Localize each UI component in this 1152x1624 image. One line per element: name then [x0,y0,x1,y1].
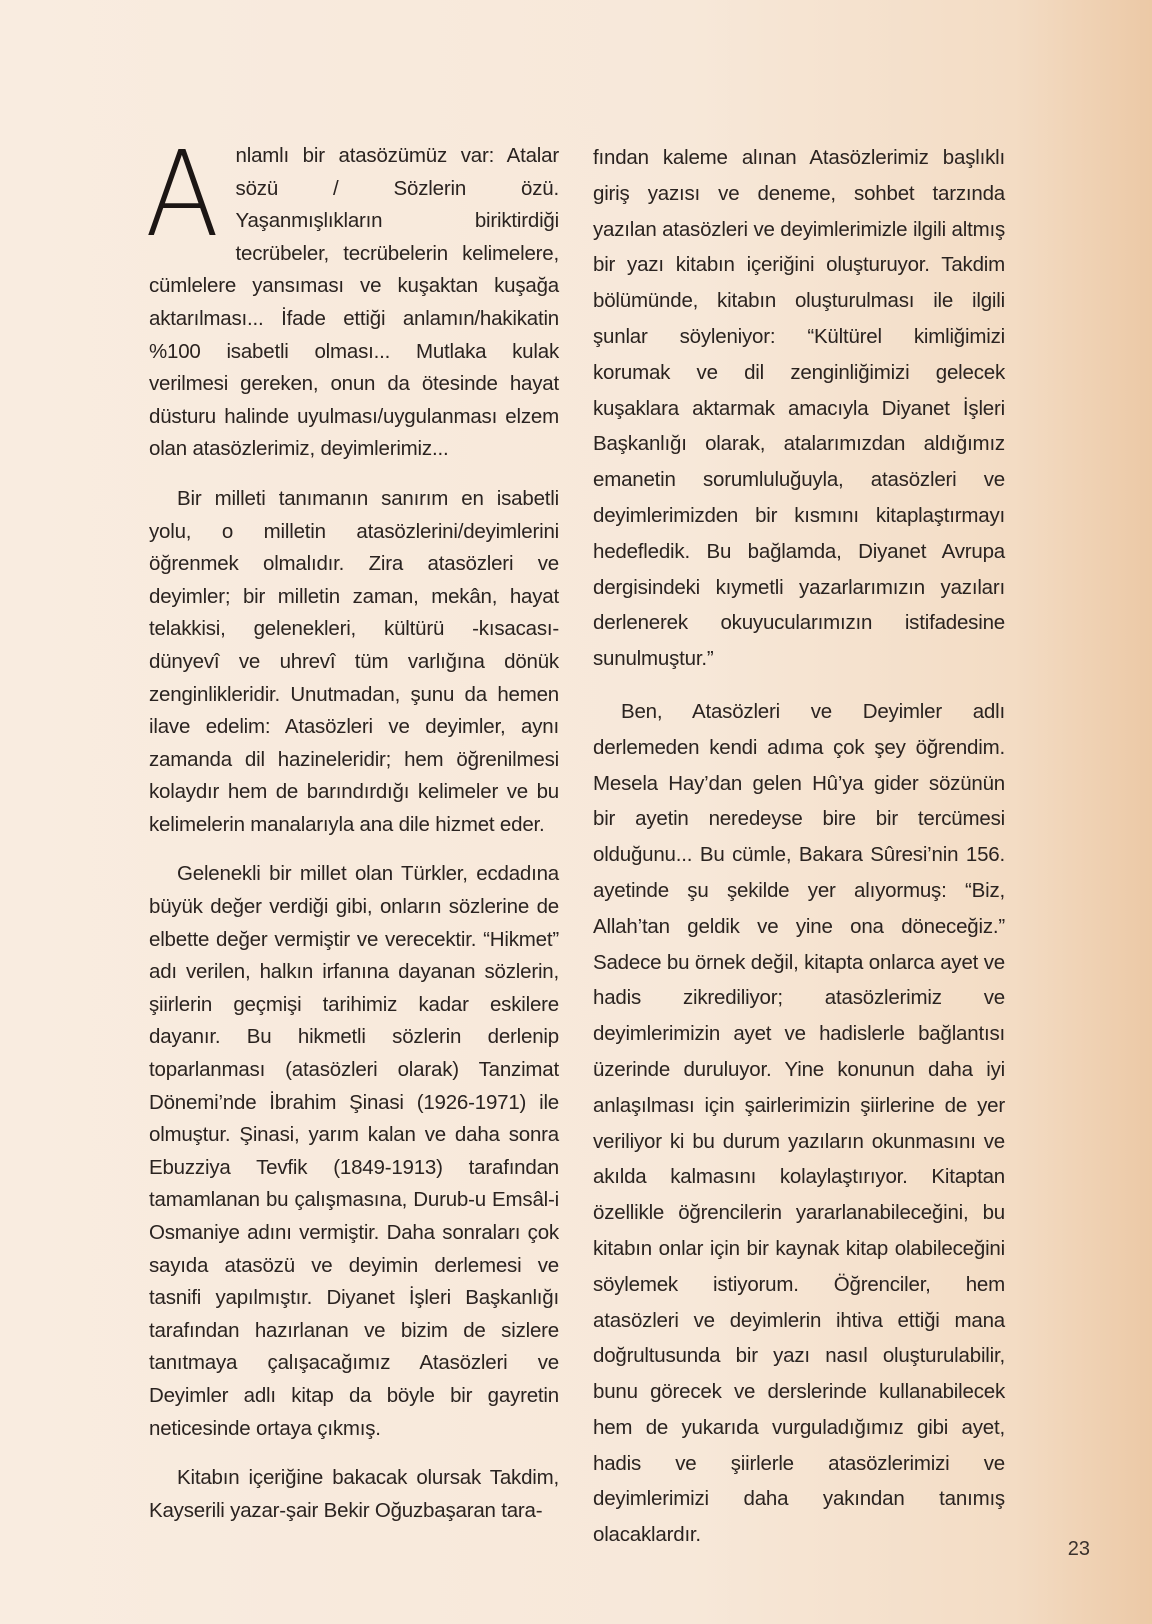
paragraph-5: Ben, Atasözleri ve Deyimler adlı derlemeden kendi adıma çok şey öğrendim. Mesela Hay’dan gelen Hû’ya gider sözünün bir ayetin neredeyse bire bir tercümesi olduğunu... Bu cümle, Bakara Sûresi’nin 156. ayetinde şu şekilde yer alıyormuş: “Biz, Allah’tan geldik ve yine ona döneceğiz.” Sadece bu örnek değil, kitapta onlarca ayet ve hadis zikrediliyor; atasözlerimiz ve deyimlerimizin ayet ve hadislerle bağlantısı üzerinde duruluyor. Yine konunun daha iyi anlaşılması için şairlerimizin şiirlerine de yer veriliyor ki bu durum yazıların okunmasını ve akılda kalmasını kolaylaştırıyor. Kitaptan özellikle öğrencilerin yararlanabileceğini, bu kitabın onlar için bir kaynak kitap olabileceğini söylemek istiyorum. Öğrenciler, hem atasözleri ve deyimlerin ihtiva ettiği mana doğrultusunda bir yazı nasıl oluşturulabilir, bunu görecek ve derslerinde kullanabilecek hem de yukarıda vurguladığımız gibi ayet, hadis ve şiirlerle atasözlerimizi ve deyimlerimizi daha yakından tanımış olacaklardır. [593,699,1005,1547]
paragraph-4-start: Kitabın içeriğine bakacak olursak Takdim, Kayserili yazar-şair Bekir Oğuzbaşaran tara- [149,1466,559,1522]
paragraph-2: Bir milleti tanımanın sanırım en isabetli yolu, o milletin atasözlerini/deyimlerini öğrenmek olmalıdır. Zira atasözleri ve deyimler; bir milletin zaman, mekân, hayat telakkisi, gelenekleri, kültürü -kısacası- dünyevî ve uhrevî tüm varlığına dönük zenginlikleridir. Unutmadan, şunu da hemen ilave edelim: Atasözleri ve deyimler, aynı zamanda dil hazineleridir; hem öğrenilmesi kolaydır hem de barındırdığı kelimeler ve bu kelimelerin manalarıyla ana dile hizmet eder. [149,486,559,836]
page-number: 23 [1067,1538,1090,1560]
drop-cap: A [145,125,220,263]
left-column [145,125,559,1544]
paragraph-4-end: fından kaleme alınan Atasözlerimiz başlıklı giriş yazısı ve deneme, sohbet tarzında yazılan atasözleri ve deyimlerimizle ilgili altmış bir yazı kitabın içeriğini oluşturuyor. Takdim bölümünde, kitabın oluşturulması ile ilgili şunlar söyleniyor: “Kültürel kimliğimizi korumak ve dil zenginliğimizi gelecek kuşaklara aktarmak amacıyla Diyanet İşleri Başkanlığı olarak, atalarımızdan aldığımız emanetin sorumluluğuyla, atasözleri ve deyimlerimizden bir kısmını kitaplaştırmayı hedefledik. Bu bağlamda, Diyanet Avrupa dergisindeki kıymetli yazarlarımızın yazıları derlenerek okuyucularımızın istifadesine sunulmuştur.” [593,146,1005,671]
right-column [593,140,1005,1570]
paragraph-intro-text: nlamlı bir atasözümüz var: Atalar sözü / Sözlerin özü. Yaşanmışlıkların biriktirdiği tecrübeler, tecrübelerin kelimelere, cümlelere yansıması ve kuşaktan kuşağa aktarılması... İfade ettiği anlamın/hakikatin %100 isabetli olması... Mutlaka kulak verilmesi gereken, onun da ötesinde hayat düsturu halinde uyulması/uygulanması elzem olan atasözlerimiz, deyimlerimiz... [149,144,559,461]
paragraph-3: Gelenekli bir millet olan Türkler, ecdadına büyük değer verdiği gibi, onların sözlerine de elbette değer vermiştir ve verecektir. “Hikmet” adı verilen, halkın irfanına dayanan sözlerin, şiirlerin geçmişi tarihimiz kadar eskilere dayanır. Bu hikmetli sözlerin derlenip toparlanması (atasözleri olarak) Tanzimat Dönemi’nde İbrahim Şinasi (1926-1971) ile olmuştur. Şinasi, yarım kalan ve daha sonra Ebuzziya Tevfik (1849-1913) tarafından tamamlanan bu çalışmasına, Durub-u Emsâl-i Osmaniye adını vermiştir. Daha sonraları çok sayıda atasözü ve deyimin derlemesi ve tasnifi yapılmıştır. Diyanet İşleri Başkanlığı tarafından hazırlanan ve bizim de sizlere tanıtmaya çalışacağımız Atasözleri ve Deyimler adlı kitap da böyle bir gayretin neticesinde ortaya çıkmış. [149,862,559,1440]
paragraph-intro [145,125,559,466]
